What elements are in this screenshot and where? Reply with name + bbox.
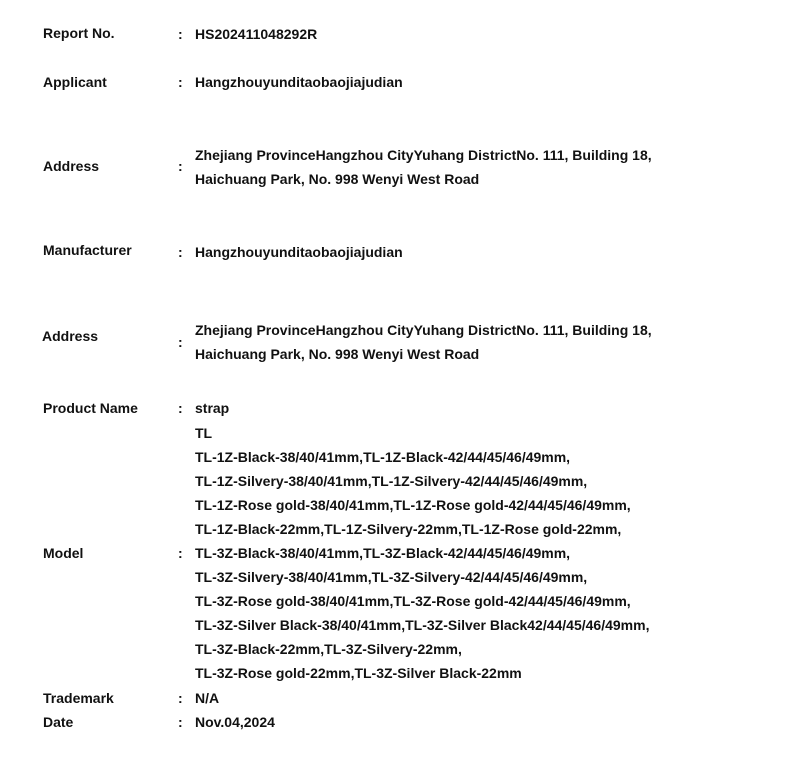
report-no-value: HS202411048292R — [195, 26, 318, 42]
model-line: TL-3Z-Silver Black-38/40/41mm,TL-3Z-Silver Black42/44/45/46/49mm, — [195, 617, 650, 633]
model-line: TL-1Z-Rose gold-38/40/41mm,TL-1Z-Rose gold-42/44/45/46/49mm, — [195, 497, 631, 513]
manufacturer-value: Hangzhouyunditaobaojiajudian — [195, 244, 403, 260]
manufacturer-address-colon: : — [178, 334, 183, 350]
manufacturer-address-label: Address — [42, 328, 99, 344]
report-no-label: Report No. — [43, 25, 115, 41]
model-line: TL-3Z-Rose gold-38/40/41mm,TL-3Z-Rose gold-42/44/45/46/49mm, — [195, 593, 631, 609]
address-colon: : — [178, 158, 183, 174]
date-label: Date — [43, 714, 74, 730]
model-line: TL-1Z-Silvery-38/40/41mm,TL-1Z-Silvery-42/44/45/46/49mm, — [195, 473, 588, 489]
model-line: TL-3Z-Black-38/40/41mm,TL-3Z-Black-42/44/45/46/49mm, — [195, 545, 571, 561]
product-name-value: strap — [195, 400, 230, 416]
model-label: Model — [43, 545, 84, 561]
model-colon: : — [178, 545, 183, 561]
trademark-label: Trademark — [43, 690, 114, 706]
trademark-value: N/A — [195, 690, 220, 706]
manufacturer-label: Manufacturer — [43, 242, 132, 258]
model-line: TL-3Z-Silvery-38/40/41mm,TL-3Z-Silvery-42/44/45/46/49mm, — [195, 569, 588, 585]
address-label: Address — [43, 158, 100, 174]
date-value: Nov.04,2024 — [195, 714, 275, 730]
manufacturer-address-line-2: Haichuang Park, No. 998 Wenyi West Road — [195, 346, 480, 362]
model-line: TL — [195, 425, 213, 441]
applicant-colon: : — [178, 74, 183, 90]
product-name-label: Product Name — [43, 400, 138, 416]
applicant-value: Hangzhouyunditaobaojiajudian — [195, 74, 403, 90]
model-line: TL-3Z-Rose gold-22mm,TL-3Z-Silver Black-22mm — [195, 665, 522, 681]
product-name-colon: : — [178, 400, 183, 416]
manufacturer-colon: : — [178, 244, 183, 260]
manufacturer-address-line-1: Zhejiang ProvinceHangzhou CityYuhang DistrictNo. 111, Building 18, — [195, 322, 652, 338]
model-line: TL-3Z-Black-22mm,TL-3Z-Silvery-22mm, — [195, 641, 462, 657]
applicant-label: Applicant — [43, 74, 107, 90]
model-line: TL-1Z-Black-38/40/41mm,TL-1Z-Black-42/44/45/46/49mm, — [195, 449, 571, 465]
address-line-2: Haichuang Park, No. 998 Wenyi West Road — [195, 171, 480, 187]
address-line-1: Zhejiang ProvinceHangzhou CityYuhang DistrictNo. 111, Building 18, — [195, 147, 652, 163]
model-line: TL-1Z-Black-22mm,TL-1Z-Silvery-22mm,TL-1Z-Rose gold-22mm, — [195, 521, 622, 537]
date-colon: : — [178, 714, 183, 730]
trademark-colon: : — [178, 690, 183, 706]
report-no-colon: : — [178, 26, 183, 42]
